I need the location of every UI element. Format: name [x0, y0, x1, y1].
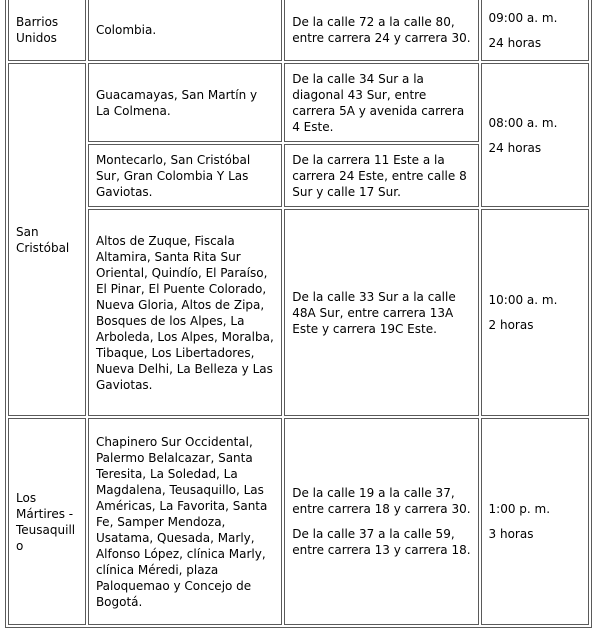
schedule-cell: [481, 0, 589, 61]
table-row: [8, 418, 589, 625]
schedule-table: [5, 0, 592, 628]
duration: 24 horas: [488, 140, 542, 155]
locality-cell: Los Mártires - Teusaquillo: [8, 418, 86, 625]
area-cell: De la calle 34 Sur a la diagonal 43 Sur, entre carrera 5A y avenida carrera 4 Este.: [284, 63, 478, 142]
neighborhoods-cell: Colombia.: [88, 0, 282, 61]
area-cell: De la calle 72 a la calle 80, entre carrera 24 y carrera 30.: [284, 0, 478, 61]
table-row: [8, 63, 589, 142]
schedule-cell: [481, 63, 589, 207]
area-cell: [284, 418, 478, 625]
schedule-cell: [481, 418, 589, 625]
area-cell: De la carrera 11 Este a la carrera 24 Este, entre calle 8 Sur y calle 17 Sur.: [284, 144, 478, 207]
start-time: 08:00 a. m.: [488, 115, 558, 130]
neighborhoods-cell: Guacamayas, San Martín y La Colmena.: [88, 63, 282, 142]
table-row: [8, 209, 589, 416]
duration: 3 horas: [488, 527, 534, 541]
start-time: 10:00 a. m.: [488, 293, 558, 307]
locality-cell: San Cristóbal: [8, 63, 86, 416]
neighborhoods-cell: Montecarlo, San Cristóbal Sur, Gran Colombia Y Las Gaviotas.: [88, 144, 282, 207]
table-row: [8, 0, 589, 61]
locality-cell: Barrios Unidos: [8, 0, 86, 61]
start-time: 09:00 a. m.: [488, 10, 558, 25]
schedule-cell: [481, 209, 589, 416]
neighborhoods-cell: Altos de Zuque, Fiscala Altamira, Santa Rita Sur Oriental, Quindío, El Paraíso, El Pinar, El Puente Colorado, Nueva Gloria, Altos de Zipa, Bosques de los Alpes, La Arboleda, Los Alpes, Moralba, Tibaque, Los Libertadores, Nueva Delhi, La Belleza y Las Gaviotas.: [88, 209, 282, 416]
start-time: 1:00 p. m.: [488, 502, 551, 516]
area-cell: De la calle 33 Sur a la calle 48A Sur, entre carrera 13A Este y carrera 19C Este.: [284, 209, 478, 416]
area-paragraph: De la calle 19 a la calle 37, entre carrera 18 y carrera 30.: [292, 486, 471, 516]
neighborhoods-cell: Chapinero Sur Occidental, Palermo Belalcazar, Santa Teresita, La Soledad, La Magdalena, Teusaquillo, Las Américas, La Favorita, Santa Fe, Samper Mendoza, Usatama, Quesada, Marly, Alfonso López, clínica Marly, clínica Méredi, plaza Paloquemao y Concejo de Bogotá.: [88, 418, 282, 625]
area-paragraph: De la calle 37 a la calle 59, entre carrera 13 y carrera 18.: [292, 527, 471, 557]
duration: 2 horas: [488, 318, 534, 332]
duration: 24 horas: [488, 35, 542, 50]
